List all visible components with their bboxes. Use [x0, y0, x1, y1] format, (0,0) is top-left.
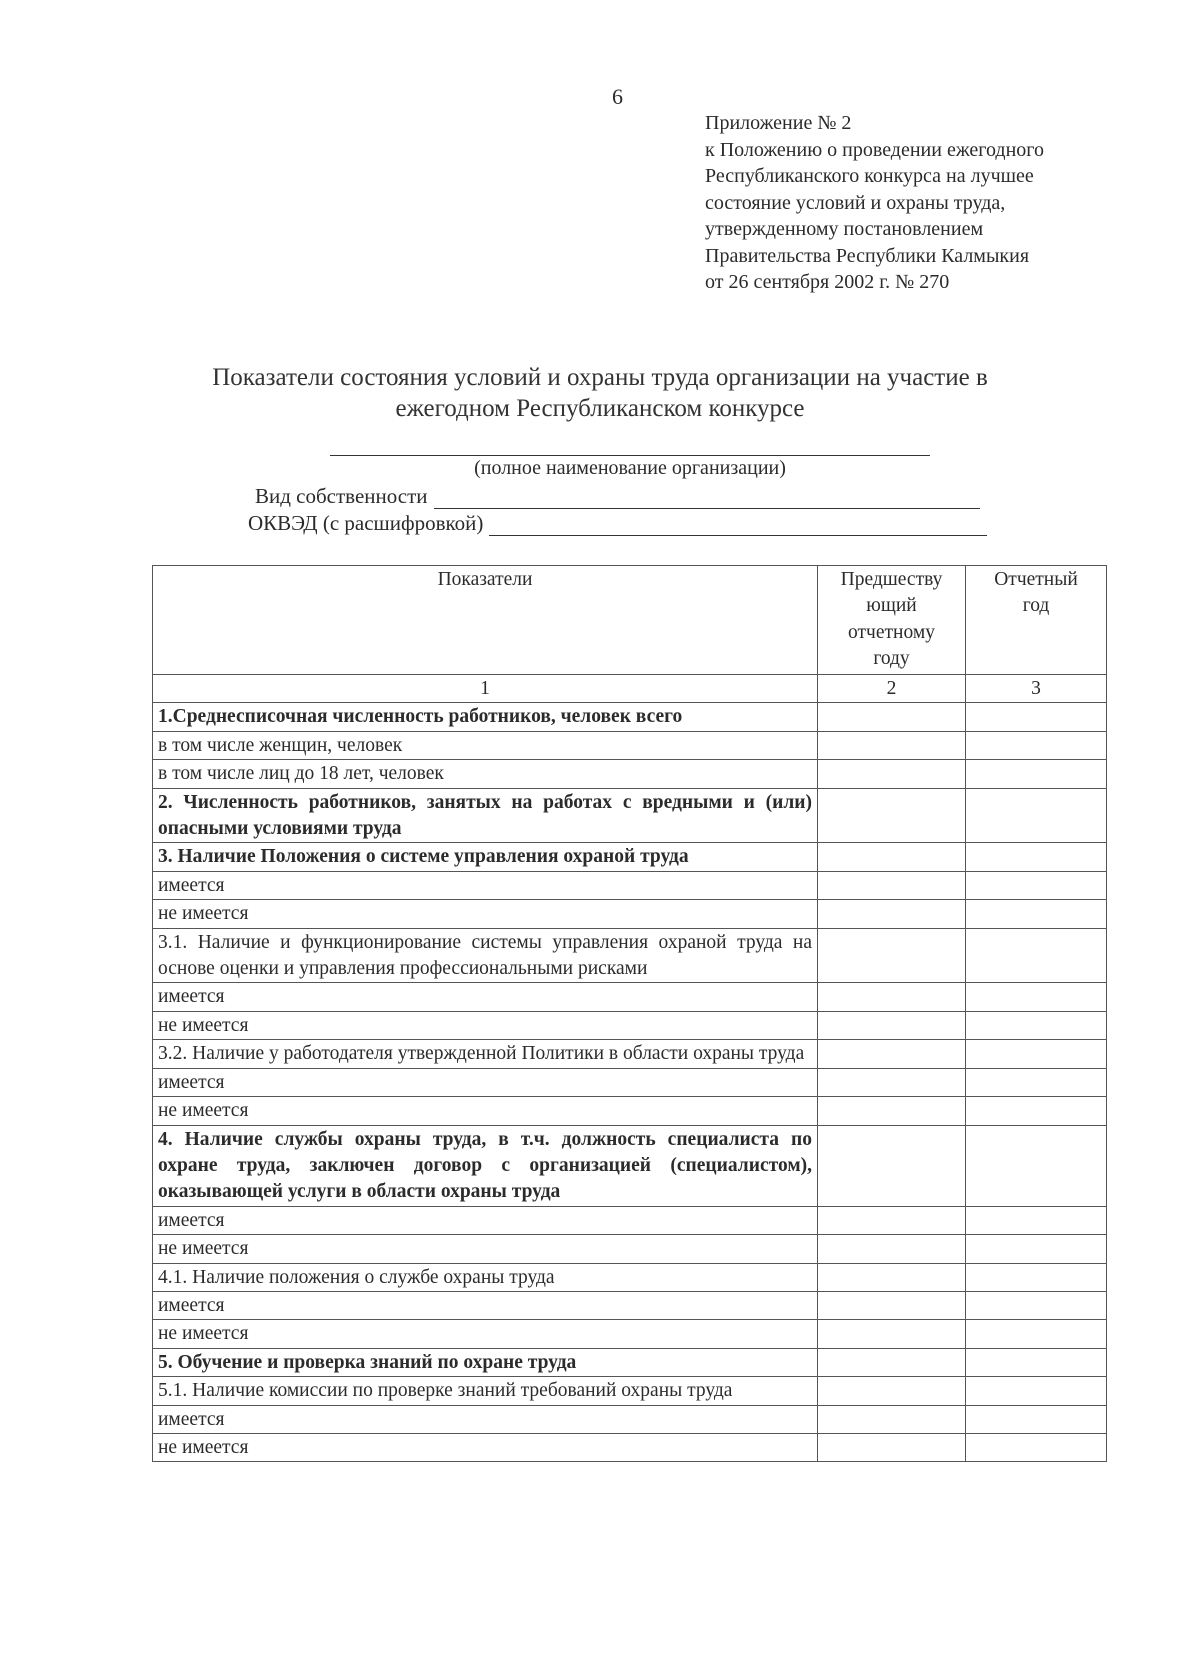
indicator-label: в том числе лиц до 18 лет, человек	[153, 760, 818, 788]
appendix-line: от 26 сентября 2002 г. № 270	[705, 271, 950, 293]
previous-year-value-cell[interactable]	[818, 1097, 966, 1125]
header-reporting-year-line: год	[1022, 595, 1050, 617]
table-body	[153, 703, 1107, 1462]
reporting-year-value-cell[interactable]	[966, 1291, 1107, 1319]
column-number: 3	[966, 675, 1107, 703]
previous-year-value-cell[interactable]	[818, 843, 966, 871]
table-row	[153, 983, 1107, 1011]
previous-year-value-cell[interactable]	[818, 1377, 966, 1405]
table-row	[153, 1068, 1107, 1096]
table-row	[153, 760, 1107, 788]
table-row	[153, 1011, 1107, 1039]
reporting-year-value-cell[interactable]	[966, 1068, 1107, 1096]
previous-year-value-cell[interactable]	[818, 1433, 966, 1461]
reporting-year-value-cell[interactable]	[966, 760, 1107, 788]
reporting-year-value-cell[interactable]	[966, 928, 1107, 983]
ownership-label: Вид собственности	[255, 484, 428, 508]
header-previous-year-line: отчетному	[848, 621, 935, 643]
document-title-line: ежегодном Республиканском конкурсе	[395, 395, 805, 422]
previous-year-value-cell[interactable]	[818, 928, 966, 983]
reporting-year-value-cell[interactable]	[966, 1011, 1107, 1039]
org-name-blank-line[interactable]	[330, 455, 930, 456]
appendix-line: состояние условий и охраны труда,	[705, 191, 1006, 214]
previous-year-value-cell[interactable]	[818, 1011, 966, 1039]
table-row	[153, 1040, 1107, 1068]
reporting-year-value-cell[interactable]	[966, 1405, 1107, 1433]
reporting-year-value-cell[interactable]	[966, 703, 1107, 731]
header-previous-year-line: году	[873, 648, 910, 670]
table-row	[153, 1405, 1107, 1433]
previous-year-value-cell[interactable]	[818, 1291, 966, 1319]
column-number: 2	[818, 675, 966, 703]
indicator-label: в том числе женщин, человек	[153, 731, 818, 759]
table-row	[153, 788, 1107, 843]
table-row	[153, 1377, 1107, 1405]
header-reporting-year	[966, 566, 1107, 675]
previous-year-value-cell[interactable]	[818, 788, 966, 843]
previous-year-value-cell[interactable]	[818, 1320, 966, 1348]
indicator-label: 5. Обучение и проверка знаний по охране труда	[153, 1348, 818, 1376]
indicator-label: имеется	[153, 1206, 818, 1234]
header-indicators: Показатели	[153, 566, 818, 675]
org-name-caption: (полное наименование организации)	[474, 457, 786, 479]
previous-year-value-cell[interactable]	[818, 760, 966, 788]
header-previous-year	[818, 566, 966, 675]
indicator-label: не имеется	[153, 1097, 818, 1125]
indicator-label: 1.Среднесписочная численность работников, человек всего	[153, 703, 818, 731]
previous-year-value-cell[interactable]	[818, 1206, 966, 1234]
header-previous-year-line: Предшеству	[840, 569, 943, 590]
table-row	[153, 1263, 1107, 1291]
table-row	[153, 1235, 1107, 1263]
table-row	[153, 1097, 1107, 1125]
appendix-line: утвержденному постановлением	[705, 218, 984, 240]
indicator-label: 3.2. Наличие у работодателя утвержденной Политики в области охраны труда	[153, 1040, 818, 1068]
reporting-year-value-cell[interactable]	[966, 1377, 1107, 1405]
appendix-line: Правительства Республики Калмыкия	[705, 244, 1030, 267]
indicator-label: имеется	[153, 1405, 818, 1433]
indicator-label: не имеется	[153, 1011, 818, 1039]
previous-year-value-cell[interactable]	[818, 731, 966, 759]
indicator-label: имеется	[153, 1291, 818, 1319]
okved-blank[interactable]	[489, 513, 987, 536]
previous-year-value-cell[interactable]	[818, 900, 966, 928]
indicator-label: имеется	[153, 871, 818, 899]
ownership-blank[interactable]	[434, 486, 980, 509]
table-row	[153, 1348, 1107, 1376]
previous-year-value-cell[interactable]	[818, 1263, 966, 1291]
document-title	[120, 362, 1080, 424]
indicator-label: имеется	[153, 983, 818, 1011]
column-number-row	[153, 675, 1107, 703]
reporting-year-value-cell[interactable]	[966, 1235, 1107, 1263]
indicator-label: не имеется	[153, 900, 818, 928]
indicator-label: 3. Наличие Положения о системе управления охраной труда	[153, 843, 818, 871]
reporting-year-value-cell[interactable]	[966, 1433, 1107, 1461]
previous-year-value-cell[interactable]	[818, 983, 966, 1011]
table-row	[153, 1320, 1107, 1348]
appendix-line: Приложение № 2	[705, 112, 852, 134]
indicator-label: не имеется	[153, 1433, 818, 1461]
previous-year-value-cell[interactable]	[818, 1125, 966, 1206]
indicator-label: 3.1. Наличие и функционирование системы управления охраной труда на основе оценки и управления профессиональными рисками	[153, 928, 818, 983]
appendix-line: Республиканского конкурса на лучшее	[705, 165, 1034, 187]
reporting-year-value-cell[interactable]	[966, 731, 1107, 759]
reporting-year-value-cell[interactable]	[966, 843, 1107, 871]
table-row	[153, 928, 1107, 983]
indicator-label: не имеется	[153, 1235, 818, 1263]
table-row	[153, 900, 1107, 928]
reporting-year-value-cell[interactable]	[966, 1206, 1107, 1234]
reporting-year-value-cell[interactable]	[966, 900, 1107, 928]
table-row	[153, 1206, 1107, 1234]
reporting-year-value-cell[interactable]	[966, 1125, 1107, 1206]
table-row	[153, 1125, 1107, 1206]
page-number: 6	[612, 84, 623, 109]
ownership-field	[255, 484, 980, 509]
document-title-line: Показатели состояния условий и охраны труда организации на участие в	[212, 364, 988, 391]
table-row	[153, 871, 1107, 899]
previous-year-value-cell[interactable]	[818, 1068, 966, 1096]
reporting-year-value-cell[interactable]	[966, 1348, 1107, 1376]
reporting-year-value-cell[interactable]	[966, 1263, 1107, 1291]
indicator-label: 2. Численность работников, занятых на работах с вредными и (или) опасными условиями труда	[153, 788, 818, 843]
indicators-table	[152, 565, 1107, 1462]
table-row	[153, 703, 1107, 731]
previous-year-value-cell[interactable]	[818, 1405, 966, 1433]
reporting-year-value-cell[interactable]	[966, 983, 1107, 1011]
indicator-label: не имеется	[153, 1320, 818, 1348]
previous-year-value-cell[interactable]	[818, 871, 966, 899]
previous-year-value-cell[interactable]	[818, 1040, 966, 1068]
table-row	[153, 731, 1107, 759]
appendix-note	[705, 110, 1145, 296]
appendix-line: к Положению о проведении ежегодного	[705, 138, 1044, 161]
indicator-label: 4. Наличие службы охраны труда, в т.ч. должность специалиста по охране труда, заключен договор с организацией (специалистом), оказывающей услуги в области охраны труда	[153, 1125, 818, 1206]
reporting-year-value-cell[interactable]	[966, 1097, 1107, 1125]
previous-year-value-cell[interactable]	[818, 703, 966, 731]
table-header-row	[153, 566, 1107, 675]
okved-field	[248, 511, 987, 536]
previous-year-value-cell[interactable]	[818, 1348, 966, 1376]
reporting-year-value-cell[interactable]	[966, 788, 1107, 843]
okved-label: ОКВЭД (с расшифровкой)	[248, 511, 484, 535]
reporting-year-value-cell[interactable]	[966, 1040, 1107, 1068]
reporting-year-value-cell[interactable]	[966, 871, 1107, 899]
indicator-label: имеется	[153, 1068, 818, 1096]
indicator-label: 4.1. Наличие положения о службе охраны труда	[153, 1263, 818, 1291]
header-previous-year-line: ющий	[866, 595, 917, 617]
table-row	[153, 1291, 1107, 1319]
indicator-label: 5.1. Наличие комиссии по проверке знаний требований охраны труда	[153, 1377, 818, 1405]
reporting-year-value-cell[interactable]	[966, 1320, 1107, 1348]
table-row	[153, 843, 1107, 871]
header-reporting-year-line: Отчетный	[994, 569, 1078, 590]
table-row	[153, 1433, 1107, 1461]
column-number: 1	[153, 675, 818, 703]
previous-year-value-cell[interactable]	[818, 1235, 966, 1263]
